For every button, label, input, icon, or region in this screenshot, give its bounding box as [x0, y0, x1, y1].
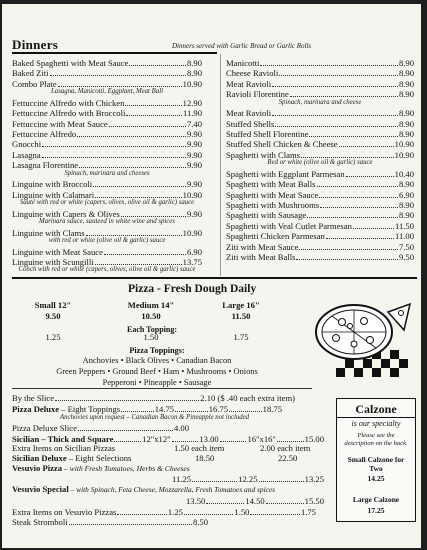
- menu-item-name: Meat Ravioli: [226, 78, 272, 89]
- menu-item-price: 8.90: [398, 68, 414, 79]
- by-the-slice-row: [12, 392, 295, 403]
- menu-item: [226, 168, 414, 179]
- menu-item-price: 10.90: [182, 227, 202, 238]
- vesuvio-special-price-medium: 14.50: [245, 496, 265, 506]
- menu-item: [12, 149, 202, 160]
- dot-leader: [290, 96, 398, 97]
- menu-item: [12, 57, 202, 68]
- menu-item-price: 8.90: [398, 129, 414, 139]
- vesuvio-special-price-small: 13.50: [186, 496, 206, 506]
- sicilian-size-small: 12"x12": [142, 434, 171, 444]
- sicilian-deluxe-name: Sicilian Deluxe: [12, 453, 67, 463]
- dot-leader: [266, 503, 304, 504]
- dot-leader: [320, 207, 398, 208]
- menu-item-price: 8.90: [186, 68, 202, 79]
- dot-leader: [42, 146, 186, 147]
- menu-item-name: Linguine with Scungilli: [12, 257, 94, 267]
- pizza-size-price: 10.50: [141, 311, 161, 321]
- calzone-title-rule: [336, 417, 416, 418]
- pizza-size-price: 9.50: [45, 311, 61, 321]
- dot-leader: [299, 249, 398, 250]
- menu-item-price: 13.75: [182, 257, 202, 267]
- dot-leader: [272, 115, 398, 116]
- menu-item: [226, 67, 414, 78]
- dot-leader: [229, 411, 262, 412]
- menu-item-price: 11.50: [394, 220, 414, 231]
- menu-item-price: 8.90: [398, 200, 414, 210]
- menu-page: [2, 4, 421, 548]
- menu-item-price: 9.50: [398, 252, 414, 262]
- column-divider: [220, 54, 221, 276]
- calzone-large-label: Large Calzone: [352, 495, 400, 504]
- vesuvio-label: [12, 463, 190, 473]
- menu-item-price: 8.90: [398, 179, 414, 190]
- menu-item: [12, 118, 202, 129]
- by-the-slice-price: 2.10 ($ .40 each extra item): [200, 393, 295, 403]
- calzone-note: Please see the description on the back.: [344, 432, 408, 447]
- menu-item-price: 6.90: [186, 246, 202, 257]
- menu-item-name: Fettuccine Alfredo: [12, 129, 77, 139]
- vesuvio-special-label: [12, 484, 275, 494]
- pizza-size-label: Medium 14": [127, 300, 175, 310]
- dot-leader: [339, 146, 394, 147]
- deluxe-slice-row: [12, 422, 189, 433]
- extra-sicilian-small: 1.50 each item: [174, 443, 225, 453]
- menu-item-price: 6.90: [398, 189, 414, 200]
- menu-item-name: Stuffed Shell Florentine: [226, 129, 309, 139]
- menu-item: [12, 78, 202, 89]
- menu-item: [12, 189, 202, 200]
- vesuvio-price-large: 13.25: [304, 474, 324, 484]
- menu-item-name: Linguine with Capers & Olives: [12, 208, 120, 219]
- dot-leader: [58, 86, 182, 87]
- toppings-line-1: Anchovies • Black Olives • Canadian Bacon: [82, 356, 232, 365]
- menu-item-name: Linguine with Clams: [12, 227, 85, 238]
- dot-leader: [95, 264, 182, 265]
- extra-sicilian-name: Extra Items on Sicilian Pizzas: [12, 443, 116, 453]
- dot-leader: [78, 430, 173, 431]
- menu-item-price: 10.90: [394, 139, 414, 150]
- stromboli-name: Steak Stromboli: [12, 517, 68, 527]
- menu-item: [12, 107, 202, 118]
- dot-leader: [172, 441, 199, 442]
- dinners-note: Dinners served with Garlic Bread or Garlic Rolls: [172, 42, 312, 50]
- calzone-large-price: 17.25: [367, 506, 385, 515]
- menu-item-name: Spaghetti with Veal Cutlet Parmesan: [226, 220, 352, 231]
- calzone-small-label: Small Calzone for Two: [347, 455, 405, 473]
- menu-item: [12, 138, 202, 149]
- menu-item: [12, 256, 202, 267]
- menu-item-name: Fettuccine Alfredo with Broccoli: [12, 108, 126, 119]
- menu-item: [12, 227, 202, 238]
- sicilian-deluxe-price-small: 18.50: [195, 453, 215, 463]
- menu-item-note: Conch with red or white (capers, olives, olive oil & garlic) sauce: [18, 266, 196, 274]
- dot-leader: [206, 503, 244, 504]
- menu-item-price: 8.90: [186, 58, 202, 68]
- sicilian-deluxe-price-large: 22.50: [278, 453, 298, 463]
- menu-item-price: 8.90: [398, 58, 414, 68]
- menu-item-name: Spaghetti with Meat Sauce: [226, 189, 319, 200]
- menu-item-name: Combo Plate: [12, 78, 57, 89]
- vesuvio-special-desc: – with Spinach, Feta Cheese, Mozzarella, Fresh Tomatoes and spices: [68, 485, 276, 494]
- dot-leader: [317, 186, 398, 187]
- vesuvio-price-medium: 12.25: [238, 474, 258, 484]
- dot-leader: [250, 514, 299, 515]
- menu-item: [12, 178, 202, 189]
- menu-item: [226, 220, 414, 231]
- menu-item: [226, 241, 414, 252]
- dot-leader: [184, 514, 233, 515]
- menu-item-name: Lasagna: [12, 149, 41, 160]
- stromboli-price: 8.50: [192, 517, 208, 527]
- dot-leader: [319, 197, 398, 198]
- menu-item-note: Sauté with red or white (capers, olives, olive oil & garlic) sauce: [19, 199, 195, 206]
- toppings-line-2: Green Peppers • Ground Beef • Ham • Mushrooms • Onions: [56, 367, 258, 376]
- menu-item: [12, 97, 202, 108]
- menu-item-name: Baked Spaghetti with Meat Sauce: [12, 58, 129, 68]
- menu-item: [12, 67, 202, 78]
- dot-leader: [114, 441, 141, 442]
- menu-item-name: Spaghetti Chicken Parmesan: [226, 231, 325, 242]
- sicilian-name: Sicilian – Thick and Square: [12, 434, 114, 444]
- menu-item: [226, 88, 414, 99]
- dot-leader: [50, 75, 186, 76]
- dot-leader: [95, 197, 182, 198]
- pizza-deluxe-row: [12, 403, 282, 414]
- deluxe-slice-price: 4.00: [173, 423, 189, 433]
- dot-leader: [121, 411, 154, 412]
- dot-leader: [126, 115, 182, 116]
- menu-item-price: 8.90: [398, 210, 414, 221]
- dot-leader: [279, 75, 398, 76]
- vesuvio-special-price-large: 15.50: [304, 496, 324, 506]
- menu-item: [226, 149, 414, 160]
- menu-item-note: Red or white (olive oil & garlic) sauce: [267, 159, 373, 167]
- dot-leader: [86, 235, 182, 236]
- dot-leader: [353, 228, 394, 229]
- menu-item-price: 8.90: [398, 89, 414, 100]
- menu-item-name: Linguine with Calamari: [12, 189, 95, 200]
- menu-item: [12, 246, 202, 257]
- vesuvio-desc: – with Fresh Tomatoes, Herbs & Cheeses: [62, 464, 190, 473]
- menu-item: [226, 138, 414, 149]
- menu-item: [226, 178, 414, 189]
- menu-item-price: 9.90: [186, 149, 202, 160]
- vesuvio-special-price-row: [186, 495, 324, 506]
- sicilian-size-large: 16"x16": [247, 434, 276, 444]
- menu-item-name: Spaghetti with Sausage: [226, 210, 307, 221]
- dot-leader: [77, 136, 186, 137]
- menu-item-note: Spinach, marinara and cheeses: [64, 169, 150, 177]
- vesuvio-price-row: [172, 473, 324, 484]
- sicilian-deluxe-label: [12, 453, 131, 463]
- dot-leader: [42, 157, 186, 158]
- menu-item-price: 9.90: [186, 139, 202, 150]
- menu-item-price: 9.90: [186, 160, 202, 171]
- dot-leader: [277, 441, 304, 442]
- toppings-line-3: Pepperoni • Pineapple • Sausage: [102, 378, 212, 387]
- menu-item: [226, 230, 414, 241]
- menu-item: [226, 251, 414, 262]
- menu-item-note: with red or white (olive oil & garlic) sauce: [48, 237, 166, 244]
- menu-item-note: Lasagna, Manicotti, Eggplant, Meat Ball: [51, 88, 163, 96]
- dot-leader: [69, 524, 192, 525]
- menu-item: [12, 159, 202, 170]
- pizza-topping-price: 1.25: [45, 332, 61, 342]
- dot-leader: [117, 514, 166, 515]
- menu-item-name: Lasagna Florentine: [12, 160, 79, 171]
- pizza-deluxe-price-large: 18.75: [262, 404, 282, 414]
- section-rule: [12, 277, 417, 279]
- pizza-deluxe-desc: – Eight Toppings: [59, 404, 121, 414]
- menu-item: [226, 107, 414, 118]
- dot-leader: [346, 176, 394, 177]
- pizza-deluxe-sub: Anchovies upon request – Canadian Bacon & Pineapple not included: [60, 414, 250, 421]
- dot-leader: [109, 126, 186, 127]
- menu-item-price: 9.90: [186, 208, 202, 219]
- menu-item: [226, 199, 414, 210]
- dot-leader: [55, 400, 199, 401]
- menu-item-price: 11.00: [394, 231, 414, 242]
- pizza-deluxe-price-medium: 16.75: [208, 404, 229, 414]
- calzone-small-price: 14.25: [367, 474, 385, 483]
- toppings-title: Pizza Toppings:: [129, 346, 185, 355]
- menu-item-price: 11.90: [182, 108, 202, 119]
- menu-item-name: Cheese Ravioli: [226, 68, 279, 79]
- menu-item-name: Stuffed Shells: [226, 118, 275, 129]
- menu-item-name: Fettuccine with Meat Sauce: [12, 118, 108, 129]
- extra-vesuvio-price-large: 1.75: [300, 507, 316, 517]
- dot-leader: [192, 481, 237, 482]
- dot-leader: [296, 259, 397, 260]
- menu-item: [226, 189, 414, 200]
- vesuvio-name: Vesuvio Pizza: [12, 463, 63, 473]
- menu-item: [12, 128, 202, 139]
- menu-item-name: Spaghetti with Meat Balls: [226, 179, 316, 190]
- menu-item-name: Ziti with Meat Balls: [226, 252, 296, 262]
- dot-leader: [309, 136, 398, 137]
- menu-item: [12, 208, 202, 219]
- pizza-size-label: Large 16": [222, 300, 260, 310]
- vesuvio-price-small: 11.25: [172, 474, 192, 484]
- pizza-deluxe-name: Pizza Deluxe: [12, 404, 60, 414]
- menu-item-price: 10.90: [394, 149, 414, 160]
- menu-item-name: Ziti with Meat Sauce: [226, 241, 299, 252]
- dot-leader: [121, 216, 186, 217]
- pizza-size-price: 11.50: [231, 311, 251, 321]
- menu-item-name: Ravioli Florentine: [226, 89, 289, 100]
- pizza-rule: [12, 388, 312, 389]
- menu-item-price: 9.90: [186, 129, 202, 139]
- sicilian-price-small: 13.00: [199, 434, 219, 444]
- pizza-deluxe-price-small: 14.75: [154, 404, 175, 414]
- by-the-slice-name: By the Slice: [12, 393, 55, 403]
- dot-leader: [275, 126, 398, 127]
- extra-vesuvio-price-medium: 1.50: [234, 507, 250, 517]
- menu-item: [226, 57, 414, 68]
- pizza-illustration-icon: [306, 294, 414, 384]
- header-rule: [12, 52, 217, 54]
- menu-item-price: 12.90: [182, 97, 202, 108]
- each-topping-label: Each Topping:: [126, 325, 178, 334]
- calzone-subtitle: is our specialty: [351, 419, 401, 428]
- menu-item-name: Spaghetti with Eggplant Parmesan: [226, 168, 345, 179]
- deluxe-slice-name: Pizza Deluxe Slice: [12, 423, 77, 433]
- menu-item-name: Fettuccine Alfredo with Chicken: [12, 97, 125, 108]
- dot-leader: [220, 441, 247, 442]
- extra-vesuvio-price-small: 1.25: [167, 507, 183, 517]
- menu-item-price: 7.40: [186, 118, 202, 129]
- menu-item-price: 10.90: [182, 78, 202, 89]
- pizza-title: Pizza - Fresh Dough Daily: [128, 283, 257, 295]
- menu-item: [226, 209, 414, 220]
- stromboli-row: [12, 516, 208, 527]
- dot-leader: [125, 105, 181, 106]
- dot-leader: [79, 167, 186, 168]
- pizza-topping-price: 1.50: [143, 332, 159, 342]
- dinners-title: Dinners: [12, 37, 59, 52]
- menu-item-price: 8.90: [398, 78, 414, 89]
- pizza-size-label: Small 12": [34, 300, 72, 310]
- menu-item-note: Spinach, marinara and cheese: [278, 98, 362, 106]
- dot-leader: [129, 65, 185, 66]
- menu-item-name: Manicotti: [226, 58, 260, 68]
- calzone-title: Calzone: [355, 402, 397, 416]
- menu-item-price: 8.90: [398, 108, 414, 119]
- menu-item-price: 8.90: [398, 118, 414, 129]
- menu-item-name: Linguine with Meat Sauce: [12, 246, 103, 257]
- dot-leader: [175, 411, 208, 412]
- menu-item-note: Marinara sauce, sauteed in white wine and spices: [39, 218, 175, 225]
- menu-item: [226, 118, 414, 129]
- menu-item-name: Spaghetti with Mushrooms: [226, 200, 320, 210]
- menu-item: [226, 128, 414, 139]
- menu-item-name: Linguine with Broccoli: [12, 179, 93, 190]
- dot-leader: [307, 217, 398, 218]
- dot-leader: [272, 86, 398, 87]
- menu-item-name: Gnocchi: [12, 139, 42, 150]
- extra-vesuvio-name: Extra Items on Vesuvio Pizzas: [12, 507, 117, 517]
- menu-item-name: Stuffed Shell Chicken & Cheese: [226, 139, 338, 150]
- menu-item-name: Spaghetti with Clams: [226, 149, 300, 160]
- sicilian-price-large: 15.00: [304, 434, 325, 444]
- menu-item-name: Meat Ravioli: [226, 108, 272, 119]
- dot-leader: [93, 186, 186, 187]
- menu-item-name: Baked Ziti: [12, 68, 49, 79]
- sicilian-deluxe-desc: – Eight Selections: [66, 453, 132, 463]
- dot-leader: [259, 481, 304, 482]
- menu-item-price: 10.90: [182, 189, 202, 200]
- dot-leader: [260, 65, 398, 66]
- dot-leader: [301, 157, 394, 158]
- menu-item-price: 7.50: [398, 241, 414, 252]
- menu-item-price: 10.40: [394, 168, 414, 179]
- pizza-topping-price: 1.75: [233, 332, 249, 342]
- vesuvio-special-name: Vesuvio Special: [12, 484, 69, 494]
- dot-leader: [104, 254, 186, 255]
- menu-item-price: 9.90: [186, 179, 202, 190]
- menu-item: [226, 78, 414, 89]
- dot-leader: [326, 238, 394, 239]
- extra-sicilian-large: 2.00 each item: [260, 443, 311, 453]
